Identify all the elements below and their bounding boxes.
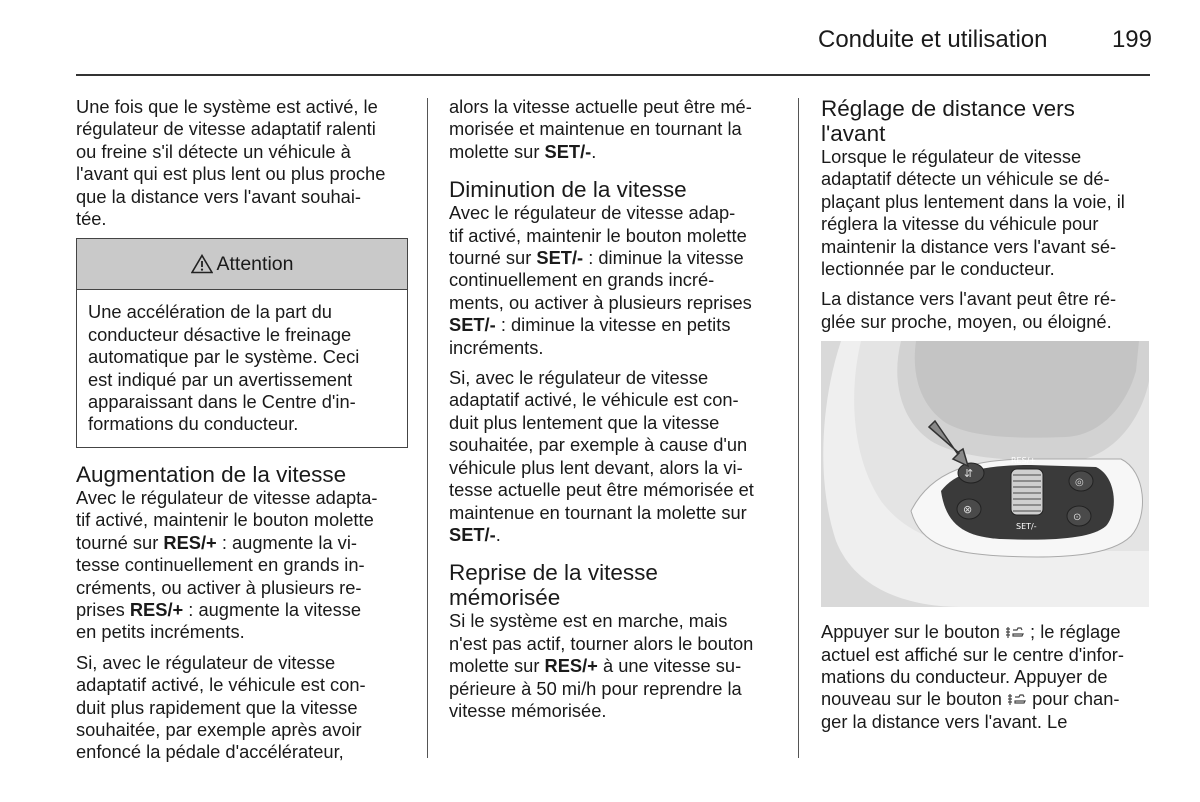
res-plus-label: RES/+ bbox=[1011, 456, 1037, 466]
paragraph-distance-intro: Lorsque le régulateur de vitesse adaptatif détecte un véhicule se dé- plaçant plus lentement dans la voie, il réglera la vitesse du véhicule pour maintenir la distance vers l'avant sé- lectionnée par le conducteur. bbox=[821, 146, 1125, 280]
column-1 bbox=[76, 96, 408, 772]
paragraph-distance-button: Appuyer sur le bouton ; le réglage actuel est affiché sur le centre d'infor- mations du conducteur. Appuyer de nouveau sur le bouton pour chan- ger la distance vers l'avant. Le bbox=[821, 621, 1124, 732]
page-number: 199 bbox=[1111, 26, 1152, 53]
warning-box bbox=[76, 238, 408, 447]
section-heading-speed-decrease: Diminution de la vitesse bbox=[449, 177, 687, 203]
page-header-title: Conduite et utilisation bbox=[818, 26, 1048, 53]
paragraph-resume-speed: Si le système est en marche, mais n'est pas actif, tourner alors le bouton molette sur RES/+ à une vitesse su- périeure à 50 mi/h pour reprendre la vitesse mémorisée. bbox=[449, 610, 754, 721]
following-distance-icon bbox=[1005, 624, 1025, 640]
paragraph-distance-options: La distance vers l'avant peut être ré- glée sur proche, moyen, ou éloigné. bbox=[821, 288, 1117, 332]
following-distance-icon bbox=[1007, 691, 1027, 707]
paragraph-continuation: alors la vitesse actuelle peut être mé- morisée et maintenue en tournant la molette sur SET/-. bbox=[449, 96, 752, 162]
section-heading-speed-increase: Augmentation de la vitesse bbox=[76, 461, 347, 487]
warning-header bbox=[77, 239, 407, 290]
column-3 bbox=[821, 96, 1151, 741]
paragraph-speed-decrease: Avec le régulateur de vitesse adap- tif activé, maintenir le bouton molette tourné sur SET/- : diminue la vitesse continuellement en grands incré- ments, ou activer à plusieurs reprises SET/- : diminue la vitesse en petits incréments. bbox=[449, 202, 752, 358]
svg-text:⊗: ⊗ bbox=[963, 503, 973, 517]
warning-text: Une accélération de la part du conducteur désactive le freinage automatique par le système. Ceci est indiqué par un avertissement apparaissant dans le Centre d'in- formations du conducteur. bbox=[88, 301, 360, 435]
warning-title: Attention bbox=[216, 253, 294, 276]
section-heading-resume-speed: Reprise de la vitesse mémorisée bbox=[449, 560, 658, 611]
svg-text:⇵: ⇵ bbox=[964, 467, 974, 481]
svg-text:◎: ◎ bbox=[1075, 477, 1084, 489]
paragraph-slower-than-set: Si, avec le régulateur de vitesse adaptatif activé, le véhicule est con- duit plus lentement que la vitesse souhaitée, par exemple à cause d'un véhicule plus lent devant, alors la vi- tesse actuelle peut être mémorisée et maintenue en tournant la molette sur SET/-. bbox=[449, 367, 754, 545]
svg-text:⊙: ⊙ bbox=[1073, 512, 1082, 524]
paragraph-speed-increase: Avec le régulateur de vitesse adapta- tif activé, maintenir le bouton molette tourné sur RES/+ : augmente la vi- tesse continuellement en grands in- créments, ou activer à plusieurs re- prises RES/+ : augmente la vitesse en petits incréments. bbox=[76, 486, 378, 643]
set-minus-label: SET/- bbox=[1016, 522, 1037, 532]
header-divider bbox=[76, 74, 1150, 76]
paragraph-faster-than-set: Si, avec le régulateur de vitesse adaptatif activé, le véhicule est con- duit plus rapidement que la vitesse souhaitée, par exemple après avoir enfoncé la pédale d'accélérateur, bbox=[76, 651, 366, 763]
warning-triangle-icon bbox=[191, 254, 213, 274]
steering-wheel-controls-image bbox=[821, 341, 1149, 607]
section-heading-following-distance: Réglage de distance vers l'avant bbox=[821, 96, 1075, 146]
column-2 bbox=[449, 96, 781, 730]
column-divider-1 bbox=[427, 98, 428, 758]
steering-wheel-illustration bbox=[821, 341, 1149, 607]
intro-paragraph: Une fois que le système est activé, le régulateur de vitesse adaptatif ralenti ou freine s'il détecte un véhicule à l'avant qui est plus lent ou plus proche que la distance vers l'avant souhai- tée. bbox=[76, 96, 386, 230]
column-divider-2 bbox=[798, 98, 799, 758]
